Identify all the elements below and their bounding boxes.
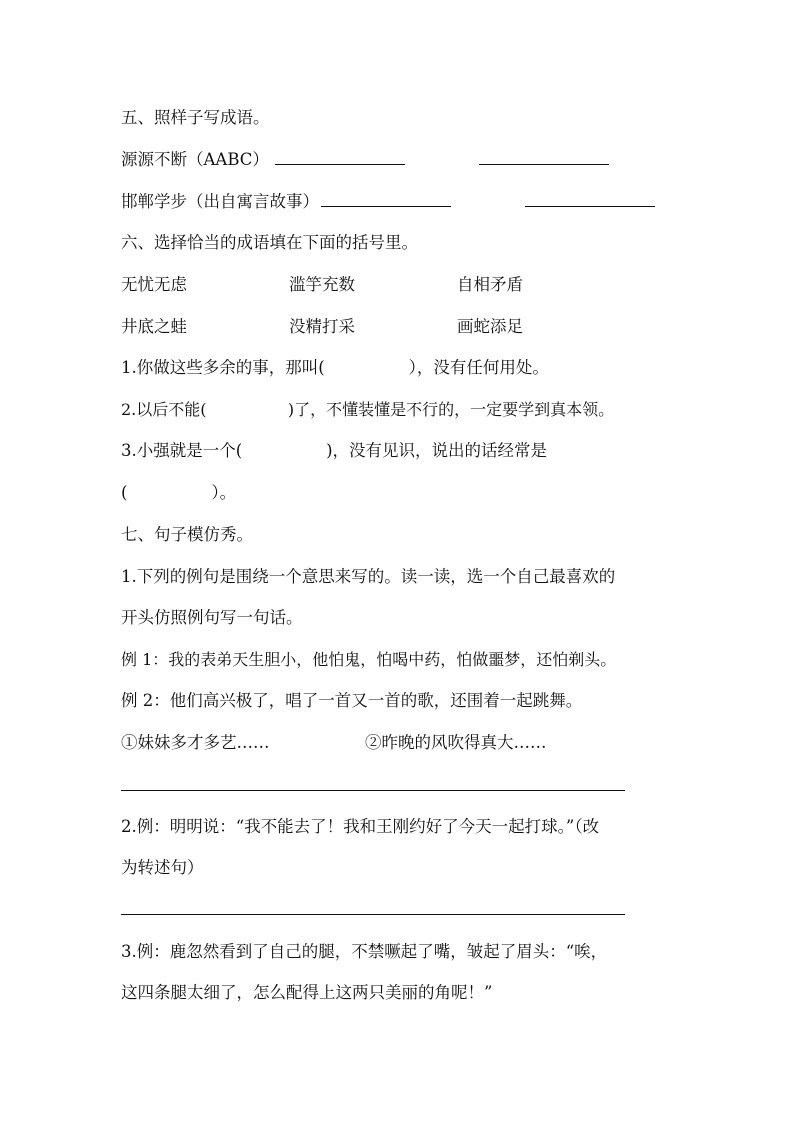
section6-question1: 1.你做这些多余的事，那叫( ），没有任何用处。	[121, 358, 549, 377]
answer-line[interactable]	[121, 914, 625, 915]
answer-blank[interactable]	[275, 150, 405, 165]
section5-item1	[121, 150, 609, 170]
section7-q1-line1: 1.下列的例句是围绕一个意思来写的。读一读，选一个自己最喜欢的	[121, 567, 616, 586]
section5-item1-text: 源源不断（AABC）	[121, 150, 269, 169]
section7-q2-line1: 2.例：明明说：“我不能去了！我和王刚约好了今天一起打球。”（改	[121, 817, 600, 836]
section5-item2	[121, 192, 655, 212]
idiom-option: 无忧无虑	[121, 275, 187, 294]
section7-option2: ②昨晚的风吹得真大……	[365, 733, 547, 752]
section7-option1: ①妹妹多才多艺……	[121, 733, 270, 752]
section6-question3-blank: ( ）。	[121, 483, 237, 502]
section5-item2-text: 邯郸学步（出自寓言故事）	[121, 192, 319, 211]
section7-q1-line2: 开头仿照例句写一句话。	[121, 608, 303, 627]
answer-blank[interactable]	[479, 150, 609, 165]
answer-blank[interactable]	[321, 192, 451, 207]
section7-example2: 例 2：他们高兴极了，唱了一首又一首的歌，还围着一起跳舞。	[121, 691, 583, 710]
answer-blank[interactable]	[525, 192, 655, 207]
section7-example1: 例 1：我的表弟天生胆小，他怕鬼，怕喝中药，怕做噩梦，还怕剃头。	[121, 650, 617, 669]
idiom-option: 自相矛盾	[457, 275, 523, 294]
idiom-option: 滥竽充数	[289, 275, 355, 294]
section7-q3-line2: 这四条腿太细了，怎么配得上这两只美丽的角呢！”	[121, 983, 493, 1002]
section7-q2-line2: 为转述句）	[121, 858, 204, 877]
section6-question3: 3.小强就是一个( )，没有见识，说出的话经常是	[121, 441, 548, 460]
section7-heading: 七、句子模仿秀。	[121, 525, 253, 544]
section6-heading: 六、选择恰当的成语填在下面的括号里。	[121, 233, 418, 252]
answer-line[interactable]	[121, 790, 625, 791]
idiom-option: 画蛇添足	[457, 317, 523, 336]
section7-q3-line1: 3.例：鹿忽然看到了自己的腿，不禁噘起了嘴，皱起了眉头：“唉，	[121, 942, 608, 961]
idiom-option: 井底之蛙	[121, 317, 187, 336]
idiom-option: 没精打采	[289, 317, 355, 336]
section6-question2: 2.以后不能( )了，不懂装懂是不行的，一定要学到真本领。	[121, 400, 615, 419]
section5-heading: 五、照样子写成语。	[121, 108, 270, 127]
